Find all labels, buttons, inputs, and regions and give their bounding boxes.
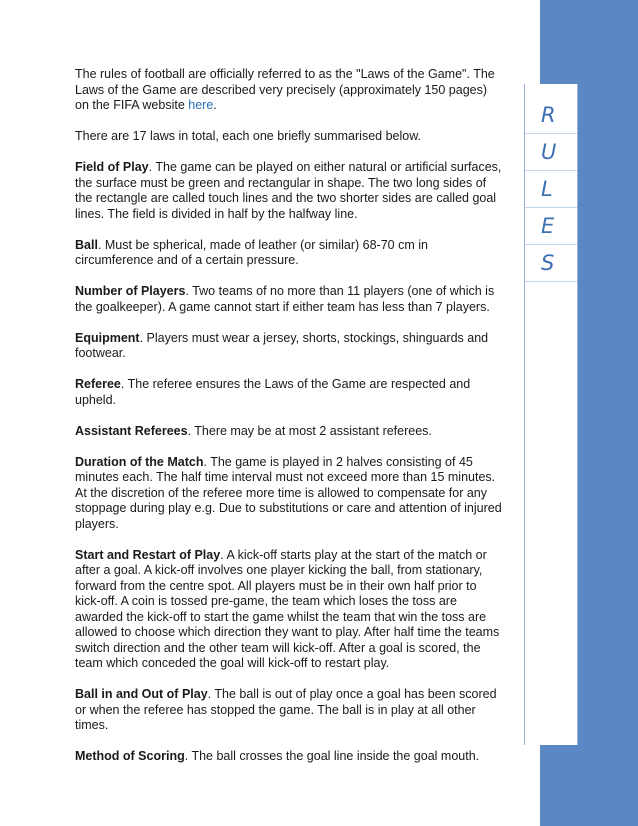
sidebar-letter: E [525, 208, 577, 245]
law-text: Must be spherical, made of leather (or similar) 68-70 cm in circumference and of a certain pressure. [75, 237, 428, 267]
law-text: The game can be played on either natural or artificial surfaces, the surface must be green and rectangular in shape. The two long sides of the rectangle are called touch lines and the two shorter sides are called goal lines. The field is divided in half by the halfway line. [75, 160, 502, 221]
rules-sidebar [524, 84, 578, 745]
law-number-of-players: Number of Players. Two teams of no more than 11 players (one of which is the goalkeeper). A game cannot start if either team has less than 7 players. [75, 284, 495, 314]
law-duration-of-match: Duration of the Match. The game is played in 2 halves consisting of 45 minutes each. The half time interval must not exceed more than 15 minutes. At the discretion of the referee more time is allowed to compensate for any stoppage during play e.g. Due to substitutions or care and attention of injured players. [75, 454, 502, 531]
law-heading: Method of Scoring [75, 749, 185, 763]
sidebar-letter: S [525, 245, 577, 282]
law-referee: Referee. The referee ensures the Laws of the Game are respected and upheld. [75, 377, 471, 407]
law-text: The ball crosses the goal line inside the goal mouth. [191, 749, 480, 763]
fifa-link[interactable]: here [188, 98, 214, 112]
law-text: The game is played in 2 halves consisting of 45 minutes each. The half time interval must not exceed more than 15 minutes. At the discretion of the referee more time is allowed to compensate for any stoppage during play e.g. Due to substitutions or care and attention of injured players. [75, 454, 502, 531]
law-text: The ball is out of play once a goal has been scored or when the referee has stopped the game. The ball is in play at all other times. [75, 687, 497, 732]
law-heading: Ball in and Out of Play [75, 687, 208, 701]
law-heading: Equipment [75, 330, 140, 345]
intro-paragraph [75, 67, 503, 114]
intro-text: The rules of football are officially referred to as the "Laws of the Game". The Laws of the Game are described very precisely (approximately 150 pages) on the FIFA website [75, 67, 495, 112]
law-text: Players must wear a jersey, shorts, stockings, shinguards and footwear. [75, 330, 489, 360]
law-ball: Ball. Must be spherical, made of leather (or similar) 68-70 cm in circumference and of a certain pressure. [75, 237, 428, 267]
sidebar-letter: L [525, 171, 577, 208]
law-field-of-play: Field of Play. The game can be played on either natural or artificial surfaces, the surface must be green and rectangular in shape. The two long sides of the rectangle are called touch lines and the two shorter sides are called goal lines. The field is divided in half by the halfway line. [75, 160, 502, 221]
document-body [75, 67, 503, 780]
law-heading: Referee [75, 377, 121, 391]
summary-line: There are 17 laws in total, each one briefly summarised below. [75, 129, 422, 143]
sidebar-letter: U [525, 134, 577, 171]
sidebar-letter: R [525, 97, 577, 134]
law-heading: Duration of the Match [75, 454, 204, 469]
law-text: Two teams of no more than 11 players (one of which is the goalkeeper). A game cannot start if either team has less than 7 players. [75, 284, 495, 314]
law-heading: Assistant Referees [75, 423, 188, 438]
law-ball-in-and-out: Ball in and Out of Play. The ball is out of play once a goal has been scored or when the referee has stopped the game. The ball is in play at all other times. [75, 687, 497, 732]
law-heading: Ball [75, 237, 98, 252]
law-heading: Number of Players [75, 284, 186, 298]
law-text: The referee ensures the Laws of the Game are respected and upheld. [75, 377, 471, 407]
law-heading: Field of Play [75, 160, 149, 174]
law-text: A kick-off starts play at the start of the match or after a goal. A kick-off involves one player kicking the ball, from stationary, forward from the centre spot. All players must be in their own half prior to kick-off. A coin is tossed pre-game, the team which loses the toss are awarded the kick-off to start the game whilst the team that win the toss are allowed to choose which direction they want to play. After half time the teams switch direction and the other team will kick-off. After a goal is scored, the team which conceded the goal will kick-off to restart play. [75, 547, 500, 670]
law-method-of-scoring: Method of Scoring. The ball crosses the goal line inside the goal mouth. [75, 749, 480, 763]
law-equipment: Equipment. Players must wear a jersey, shorts, stockings, shinguards and footwear. [75, 330, 489, 360]
law-start-and-restart: Start and Restart of Play. A kick-off starts play at the start of the match or after a goal. A kick-off involves one player kicking the ball, from stationary, forward from the centre spot. All players must be in their own half prior to kick-off. A coin is tossed pre-game, the team which loses the toss are awarded the kick-off to start the game whilst the team that win the toss are allowed to choose which direction they want to play. After half time the teams switch direction and the other team will kick-off. After a goal is scored, the team which conceded the goal will kick-off to restart play. [75, 547, 500, 670]
intro-suffix: . [213, 98, 217, 112]
law-text: There may be at most 2 assistant referees. [194, 423, 432, 438]
law-assistant-referees: Assistant Referees. There may be at most 2 assistant referees. [75, 423, 432, 438]
law-heading: Start and Restart of Play [75, 547, 221, 562]
